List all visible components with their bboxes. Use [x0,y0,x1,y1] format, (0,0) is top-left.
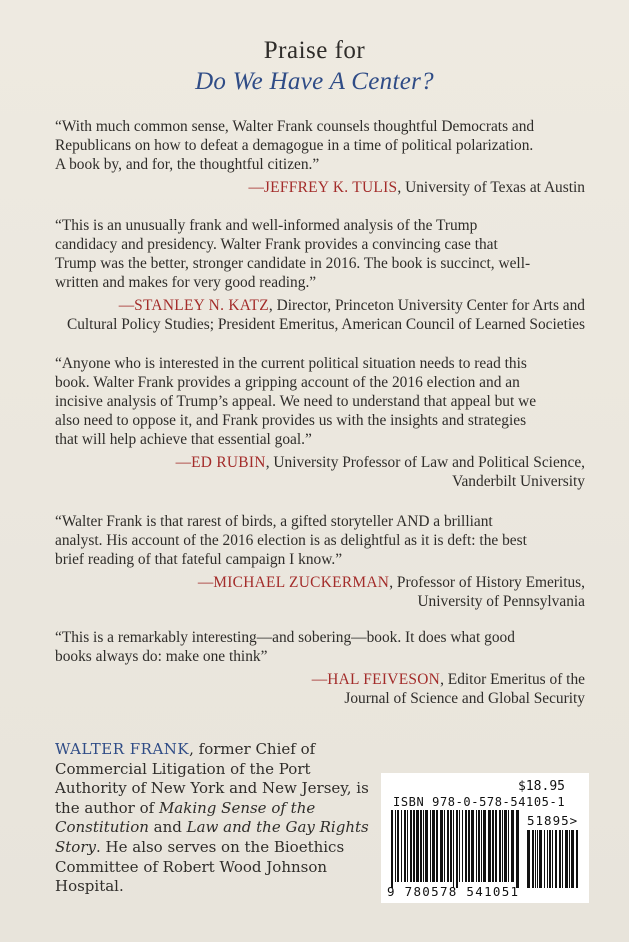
barcode-bar [453,810,454,888]
supplement-label: 51895> [527,813,579,828]
barcode-bar [478,810,480,882]
barcode-bar [571,830,574,888]
barcode-bar [447,810,449,882]
barcode-bar [432,810,435,882]
praise-heading [0,36,629,98]
barcode-bar [576,830,578,888]
barcode-bar [527,830,530,888]
blurb-author-name: HAL FEIVESON [327,671,441,688]
barcode-bar [413,810,415,882]
barcode-bar [552,830,553,888]
blurb-author-name: ED RUBIN [191,454,266,471]
author-bio: WALTER FRANK, former Chief of Commercial Litigation of the Port Authority of New York and New Jersey, is the author of Making Sense of the Constitution and Law and the Gay Rights Story. He also serves on the Bioethics Committee of Robert Wood Johnson Hospital. [55,740,369,896]
barcode-bar [492,810,494,882]
barcode-bar [407,810,408,882]
blurb-author-name: MICHAEL ZUCKERMAN [213,574,390,591]
blurb-quote: “Anyone who is interested in the current political situation needs to read this book. Walter Frank provides a gripping account of the 2016 election and an incisive analysis of Trump’s appeal. We need to understand that appeal but we also need to oppose it, and Frank provides us with the insights and strategies that will help achieve that essential goal.” [55,355,537,448]
barcode-bar [549,830,551,888]
barcode-bar [404,810,406,882]
barcode-bar [559,830,561,888]
blurb-quote: “This is an unusually frank and well-informed analysis of the Trump candidacy and presidency. Walter Frank provides a convincing case that Trump was the better, stronger candidate in 2016. The book is succinct, well- written and makes for very good reading.” [55,217,531,291]
barcode-bar [532,830,534,888]
barcode-bar [425,810,428,882]
barcode-bar [565,830,568,888]
blurb-zuckerman [55,512,585,611]
blurb-quote: “Walter Frank is that rarest of birds, a gifted storyteller AND a brilliant analyst. His account of the 2016 election is as delightful as it is deft: the best brief reading of that fateful campaign I know.” [55,513,527,568]
blurb-attribution: —HAL FEIVESON, Editor Emeritus of the Journal of Science and Global Security [311,671,585,707]
barcode-bar [483,810,486,882]
barcode-bar [468,810,470,882]
blurb-attribution: —JEFFREY K. TULIS, University of Texas at Austin [248,179,585,196]
isbn-barcode [381,773,589,903]
barcode-bar [555,830,557,888]
ean-digits: 9 780578 541051 [387,884,520,899]
barcode-bar [436,810,438,882]
barcode-bar [456,810,458,888]
barcode-bar [547,830,548,888]
bio-author-name: WALTER FRANK [55,740,190,758]
blurb-attribution: —STANLEY N. KATZ, Director, Princeton University Center for Arts and Cultural Policy Studies; President Emeritus, American Council of Learned Societies [66,297,585,333]
blurb-author-name: JEFFREY K. TULIS [263,179,398,196]
barcode-bar [481,810,482,882]
barcode-bar [499,810,501,882]
barcode-bar [395,810,396,882]
barcode-bar [476,810,477,882]
barcode-bar [465,810,467,882]
barcode-bar [535,830,536,888]
barcode-bar [562,830,563,888]
blurb-attribution: —MICHAEL ZUCKERMAN, Professor of History Emeritus, University of Pennsylvania [197,574,585,610]
barcode-bar [511,810,514,882]
barcode-bar [504,810,507,882]
barcode-bar [569,830,570,888]
barcode-bar [471,810,474,882]
blurb-quote: “With much common sense, Walter Frank counsels thoughtful Democrats and Republicans on how to defeat a demagogue in a time of political polarization. A book by, and for, the thoughtful citizen.” [55,118,535,173]
barcode-bar [544,830,545,888]
blurb-feiveson [55,628,585,708]
heading-line1: Praise for [263,37,366,64]
barcode-bar [539,830,542,888]
blurb-rubin [55,354,585,491]
blurb-tulis [55,117,585,197]
barcode-bar [410,810,412,882]
blurb-author-name: STANLEY N. KATZ [134,297,269,314]
barcode-bar [423,810,424,882]
barcode-bar [488,810,491,882]
book-title: Do We Have A Center? [195,68,434,95]
barcode-bar [450,810,452,882]
blurb-katz [55,216,585,334]
barcode-bar [516,810,519,888]
barcode-bar [459,810,460,882]
barcode-bar [502,810,503,882]
barcode-bar [430,810,431,882]
barcode-bar [391,810,393,888]
barcode-bar [537,830,538,888]
barcode-bar [420,810,422,882]
barcode-bar [401,810,402,882]
blurb-attribution: —ED RUBIN, University Professor of Law and Political Science, Vanderbilt University [175,454,585,490]
barcode-bar [508,810,509,882]
book-title-making-sense: Making Sense of the Constitution [55,798,316,837]
barcode-bar [462,810,463,882]
barcode-bar [444,810,445,882]
barcode-bar [397,810,399,882]
book-title-gay-rights: Law and the Gay Rights Story [55,818,369,856]
barcode-bar [440,810,443,882]
blurb-quote: “This is a remarkably interesting—and sobering—book. It does what good books always do: make one think” [55,629,515,665]
barcode-bar [495,810,497,882]
barcode-bar [416,810,419,882]
price-label: $18.95 [518,779,565,794]
isbn-label: ISBN 978-0-578-54105-1 [393,795,566,809]
